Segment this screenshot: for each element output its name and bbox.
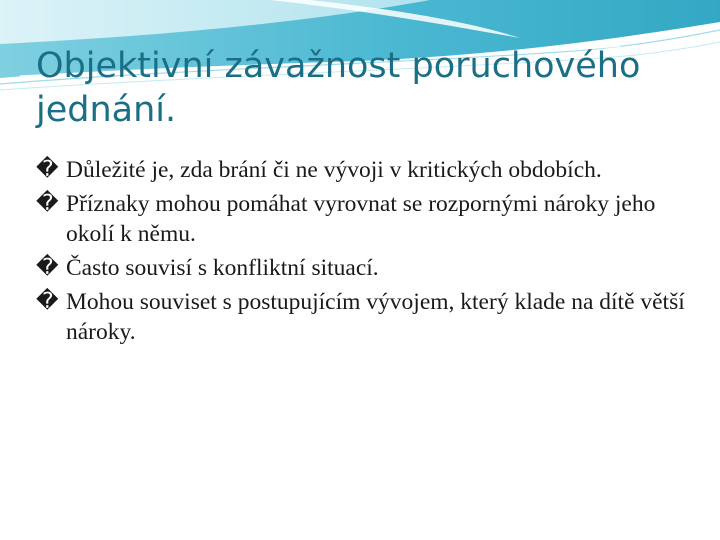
bullet-item [36, 287, 686, 347]
bullet-glyph-icon: � [36, 157, 59, 182]
bullet-glyph-icon: � [36, 191, 59, 216]
bullet-text: Příznaky mohou pomáhat vyrovnat se rozpornými nároky jeho okolí k němu. [66, 191, 656, 247]
bullet-text: Důležité je, zda brání či ne vývoji v kritických obdobích. [66, 157, 602, 183]
slide-title: Objektivní závažnost poruchového jednání. [36, 46, 641, 130]
bullet-glyph-icon: � [36, 289, 59, 314]
bullet-text: Mohou souviset s postupujícím vývojem, který klade na dítě větší nároky. [66, 289, 685, 345]
bullet-text: Často souvisí s konfliktní situací. [66, 255, 379, 281]
bullet-item [36, 189, 686, 249]
bullet-list [36, 155, 686, 351]
bullet-item [36, 253, 686, 283]
bullet-item [36, 155, 686, 185]
bullet-glyph-icon: � [36, 255, 59, 280]
